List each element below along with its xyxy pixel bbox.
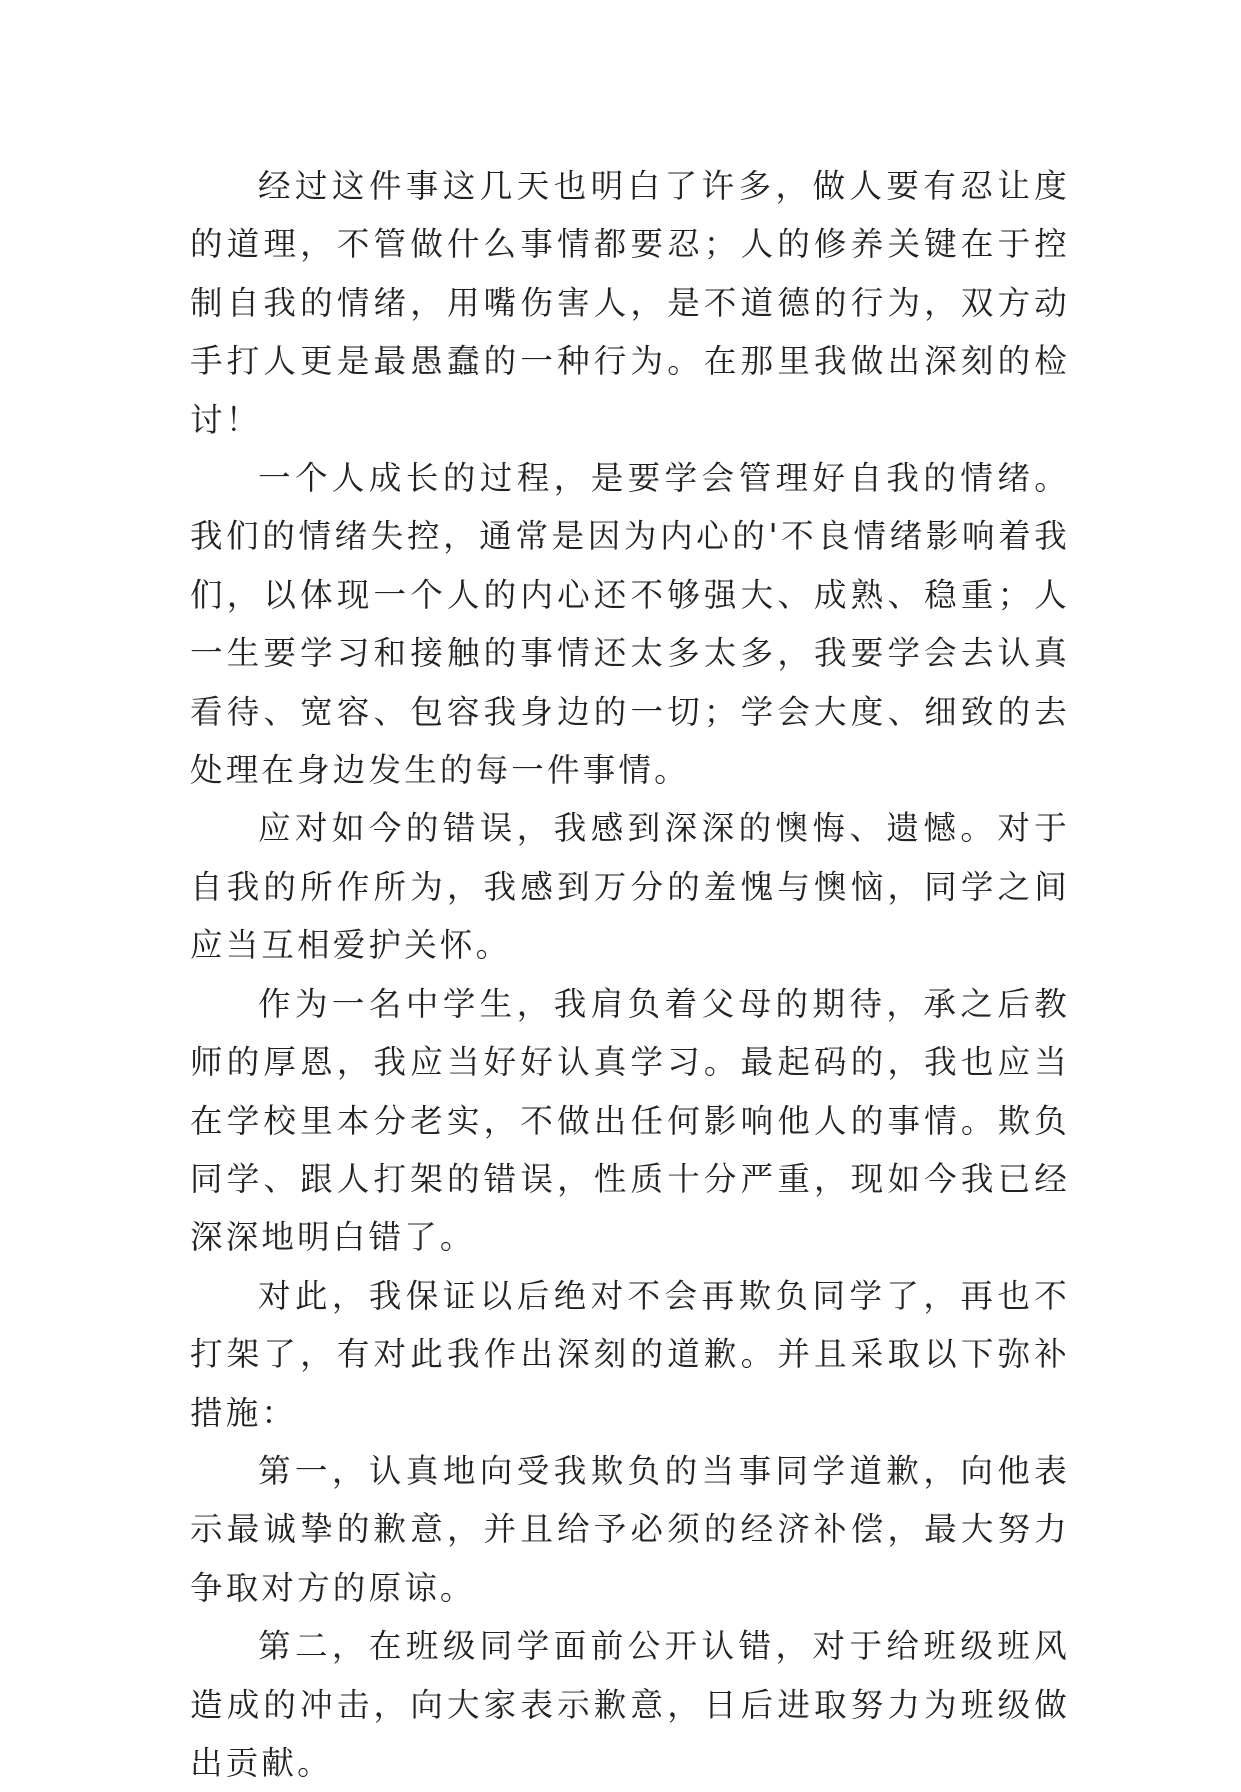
paragraph-student-duty: 作为一名中学生，我肩负着父母的期待，承之后教师的厚恩，我应当好好认真学习。最起码的，我也应当在学校里本分老实，不做出任何影响他人的事情。欺负同学、跟人打架的错误，性质十分严重，现如今我已经深深地明白错了。 — [190, 984, 1070, 1257]
document-body — [190, 157, 1070, 1792]
paragraph-remedy-first: 第一，认真地向受我欺负的当事同学道歉，向他表示最诚挚的歉意，并且给予必须的经济补偿，最大努力争取对方的原谅。 — [190, 1451, 1070, 1607]
paragraph-emotion-management: 一个人成长的过程，是要学会管理好自我的情绪。我们的情绪失控，通常是因为内心的'不良情绪影响着我们，以体现一个人的内心还不够强大、成熟、稳重；人一生要学习和接触的事情还太多太多，我要学会去认真看待、宽容、包容我身边的一切；学会大度、细致的去处理在身边发生的每一件事情。 — [190, 459, 1070, 790]
paragraph-promise: 对此，我保证以后绝对不会再欺负同学了，再也不打架了，有对此我作出深刻的道歉。并且采取以下弥补措施： — [190, 1276, 1070, 1432]
paragraph-reflection: 经过这件事这几天也明白了许多，做人要有忍让度的道理，不管做什么事情都要忍；人的修养关键在于控制自我的情绪，用嘴伤害人，是不道德的行为，双方动手打人更是最愚蠢的一种行为。在那里我做出深刻的检讨！ — [190, 167, 1070, 439]
paragraph-remedy-second: 第二，在班级同学面前公开认错，对于给班级班风造成的冲击，向大家表示歉意，日后进取努力为班级做出贡献。 — [190, 1627, 1070, 1782]
paragraph-regret: 应对如今的错误，我感到深深的懊悔、遗憾。对于自我的所作所为，我感到万分的羞愧与懊恼，同学之间应当互相爱护关怀。 — [190, 809, 1070, 965]
